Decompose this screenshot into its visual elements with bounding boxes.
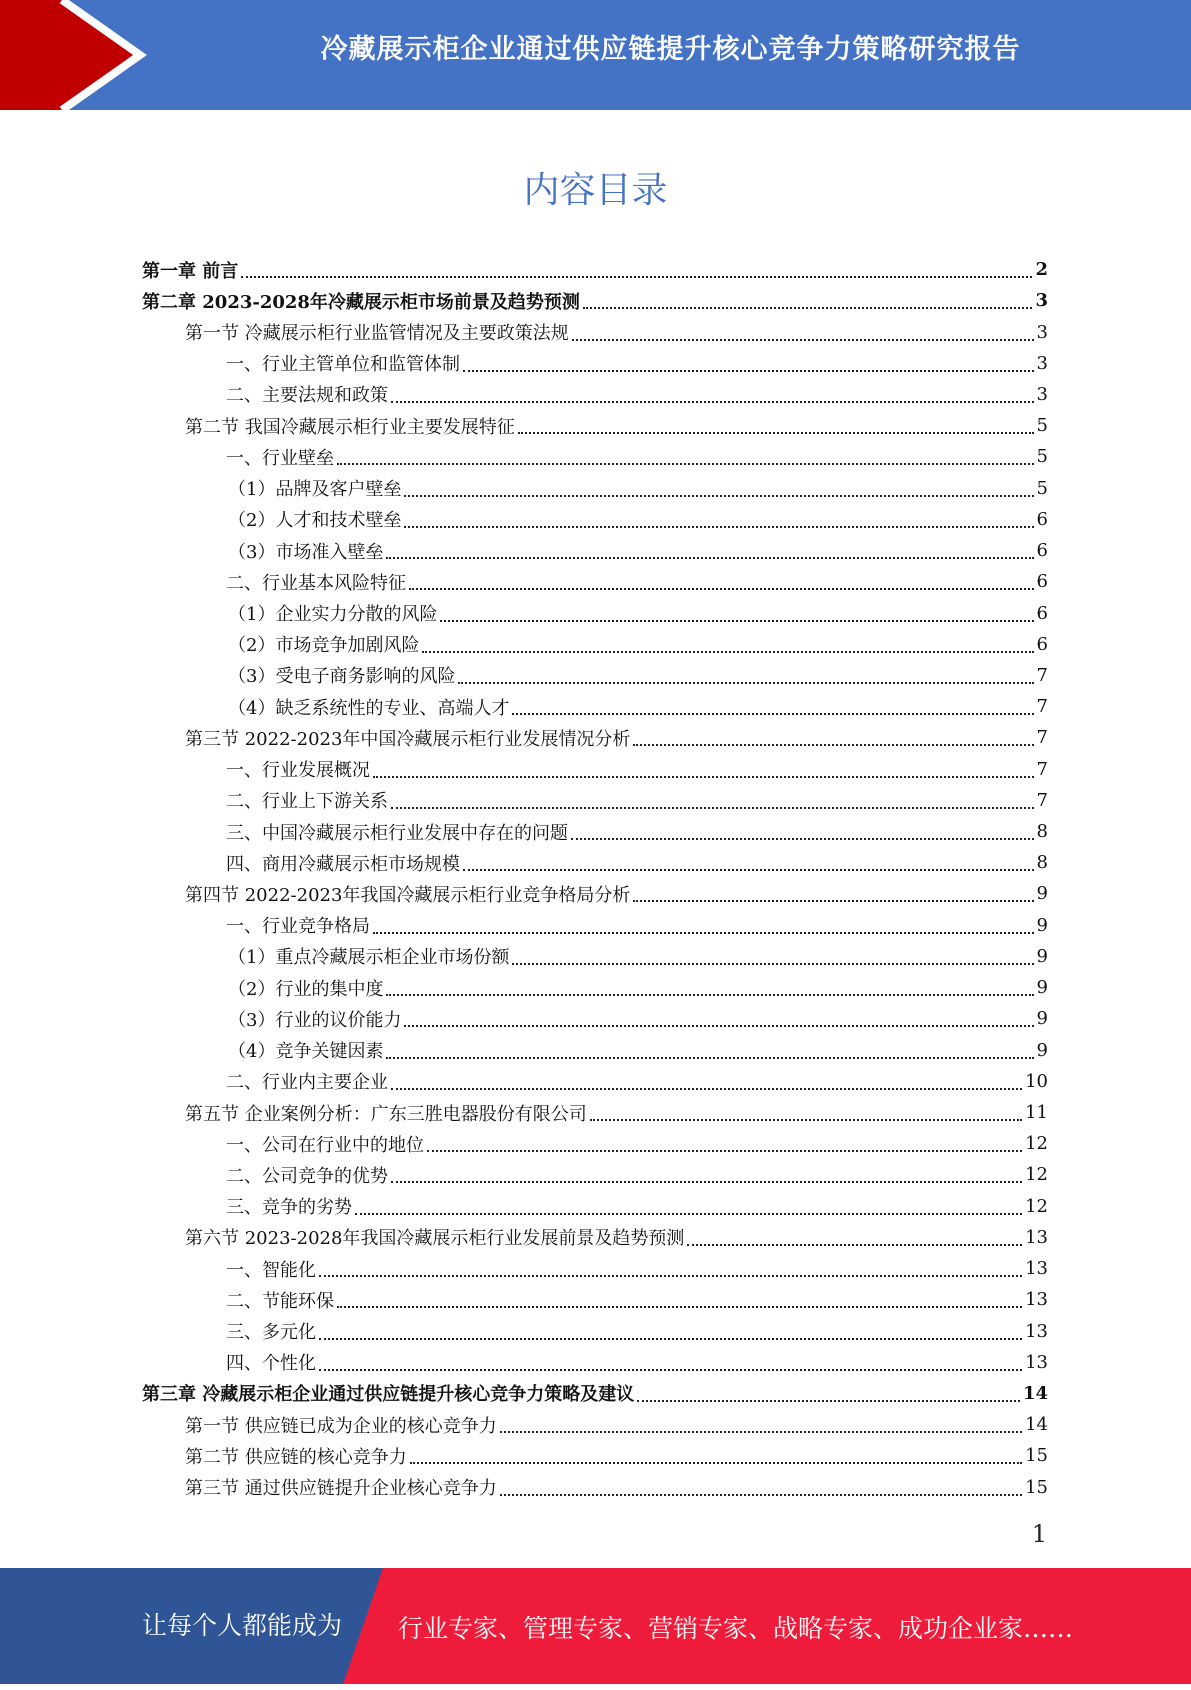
toc-entry-label: 第六节 2023-2028年我国冷藏展示柜行业发展前景及趋势预测 xyxy=(185,1228,685,1250)
toc-leader-dots xyxy=(319,1337,1022,1340)
toc-entry[interactable] xyxy=(142,441,1048,472)
toc-entry-label: 第一章 前言 xyxy=(142,260,239,282)
toc-entry-page: 9 xyxy=(1036,1039,1048,1061)
toc-leader-dots xyxy=(512,712,1033,715)
toc-entry-label: （2）市场竞争加剧风险 xyxy=(228,635,420,657)
toc-entry-page: 3 xyxy=(1036,383,1048,405)
toc-entry-page: 14 xyxy=(1022,1382,1048,1404)
toc-entry-page: 12 xyxy=(1025,1195,1048,1217)
toc-entry[interactable] xyxy=(142,972,1048,1003)
toc-entry-page: 7 xyxy=(1036,664,1048,686)
toc-entry-label: 一、公司在行业中的地位 xyxy=(226,1134,424,1156)
toc-leader-dots xyxy=(404,1024,1033,1027)
toc-entry[interactable] xyxy=(142,1128,1048,1159)
toc-entry-label: 一、行业竞争格局 xyxy=(226,916,370,938)
toc-entry-page: 5 xyxy=(1036,477,1048,499)
toc-leader-dots xyxy=(391,400,1034,403)
report-header xyxy=(0,0,1191,110)
toc-entry[interactable] xyxy=(142,504,1048,535)
toc-entry-label: 一、智能化 xyxy=(226,1259,316,1281)
toc-leader-dots xyxy=(410,1461,1022,1464)
toc-entry-page: 13 xyxy=(1025,1320,1048,1342)
toc-entry-label: （1）企业实力分散的风险 xyxy=(228,604,438,626)
toc-entry-page: 11 xyxy=(1025,1102,1048,1124)
toc-entry-page: 5 xyxy=(1036,446,1048,468)
toc-entry[interactable] xyxy=(142,816,1048,847)
toc-entry[interactable] xyxy=(142,1347,1048,1378)
toc-leader-dots xyxy=(583,306,1033,309)
toc-entry-page: 14 xyxy=(1025,1414,1048,1436)
toc-entry-page: 15 xyxy=(1025,1476,1048,1498)
toc-leader-dots xyxy=(386,993,1033,996)
toc-leader-dots xyxy=(373,931,1034,934)
toc-leader-dots xyxy=(512,962,1033,965)
toc-entry-label: 二、行业内主要企业 xyxy=(226,1072,388,1094)
toc-leader-dots xyxy=(687,1243,1022,1246)
toc-entry[interactable] xyxy=(142,410,1048,441)
toc-entry[interactable] xyxy=(142,1034,1048,1065)
toc-leader-dots xyxy=(319,1274,1022,1277)
toc-entry[interactable] xyxy=(142,910,1048,941)
toc-entry-label: 第三节 通过供应链提升企业核心竞争力 xyxy=(185,1478,497,1500)
toc-entry-label: 二、主要法规和政策 xyxy=(226,385,388,407)
toc-leader-dots xyxy=(440,619,1033,622)
toc-entry-page: 6 xyxy=(1036,602,1048,624)
header-arrow-icon xyxy=(0,0,160,110)
toc-entry-page: 3 xyxy=(1036,352,1048,374)
toc-entry-page: 7 xyxy=(1036,696,1048,718)
toc-entry-label: 第二节 我国冷藏展示柜行业主要发展特征 xyxy=(185,416,515,438)
toc-leader-dots xyxy=(633,899,1033,902)
toc-leader-dots xyxy=(355,1212,1022,1215)
toc-entry[interactable] xyxy=(142,1440,1048,1471)
toc-entry[interactable] xyxy=(142,878,1048,909)
toc-entry-label: （4）竞争关键因素 xyxy=(228,1041,384,1063)
toc-entry-label: 第四节 2022-2023年我国冷藏展示柜行业竞争格局分析 xyxy=(185,884,631,906)
toc-entry-page: 13 xyxy=(1025,1351,1048,1373)
toc-leader-dots xyxy=(391,806,1034,809)
toc-leader-dots xyxy=(391,1087,1022,1090)
toc-entry[interactable] xyxy=(142,1253,1048,1284)
toc-entry[interactable] xyxy=(142,1159,1048,1190)
toc-leader-dots xyxy=(409,587,1034,590)
toc-entry[interactable] xyxy=(142,1315,1048,1346)
toc-leader-dots xyxy=(633,743,1033,746)
toc-entry-label: 三、竞争的劣势 xyxy=(226,1197,352,1219)
toc-leader-dots xyxy=(458,681,1033,684)
toc-entry-label: 二、公司竞争的优势 xyxy=(226,1165,388,1187)
toc-entry-label: （2）人才和技术壁垒 xyxy=(228,510,402,532)
toc-entry-page: 6 xyxy=(1036,540,1048,562)
toc-entry-page: 3 xyxy=(1036,321,1048,343)
toc-entry[interactable] xyxy=(142,660,1048,691)
toc-entry-label: 第二节 供应链的核心竞争力 xyxy=(185,1446,407,1468)
toc-entry-page: 13 xyxy=(1025,1289,1048,1311)
toc-leader-dots xyxy=(373,775,1034,778)
toc-entry-label: 第三章 冷藏展示柜企业通过供应链提升核心竞争力策略及建议 xyxy=(142,1384,635,1406)
toc-entry[interactable] xyxy=(142,1378,1048,1409)
toc-entry-label: （3）行业的议价能力 xyxy=(228,1009,402,1031)
toc-entry-label: 第五节 企业案例分析：广东三胜电器股份有限公司 xyxy=(185,1103,587,1125)
toc-entry-label: 二、行业基本风险特征 xyxy=(226,572,406,594)
table-of-contents xyxy=(142,254,1048,1503)
toc-entry-page: 12 xyxy=(1025,1164,1048,1186)
toc-leader-dots xyxy=(463,369,1034,372)
toc-entry-page: 13 xyxy=(1025,1226,1048,1248)
toc-entry-page: 3 xyxy=(1035,290,1048,312)
toc-leader-dots xyxy=(337,462,1034,465)
toc-entry-label: 第一节 冷藏展示柜行业监管情况及主要政策法规 xyxy=(185,323,569,345)
toc-entry[interactable] xyxy=(142,941,1048,972)
toc-entry[interactable] xyxy=(142,348,1048,379)
toc-entry[interactable] xyxy=(142,285,1048,316)
toc-leader-dots xyxy=(391,1180,1022,1183)
toc-entry-page: 12 xyxy=(1025,1133,1048,1155)
toc-leader-dots xyxy=(241,275,1032,278)
footer-slogan-left: 让每个人都能成为 xyxy=(142,1611,343,1640)
toc-entry[interactable] xyxy=(142,847,1048,878)
toc-leader-dots xyxy=(422,650,1033,653)
toc-entry-page: 15 xyxy=(1025,1445,1048,1467)
toc-entry-page: 2 xyxy=(1035,259,1048,281)
toc-leader-dots xyxy=(500,1493,1022,1496)
toc-entry-page: 9 xyxy=(1036,883,1048,905)
toc-entry[interactable] xyxy=(142,1097,1048,1128)
toc-leader-dots xyxy=(637,1399,1020,1402)
toc-entry[interactable] xyxy=(142,535,1048,566)
toc-entry[interactable] xyxy=(142,629,1048,660)
toc-entry[interactable] xyxy=(142,754,1048,785)
toc-leader-dots xyxy=(386,1056,1033,1059)
toc-leader-dots xyxy=(590,1118,1022,1121)
toc-leader-dots xyxy=(404,525,1033,528)
footer-slogan-right: 行业专家、管理专家、营销专家、战略专家、成功企业家…… xyxy=(398,1614,1074,1643)
toc-entry-label: 四、商用冷藏展示柜市场规模 xyxy=(226,853,460,875)
toc-entry-label: 三、中国冷藏展示柜行业发展中存在的问题 xyxy=(226,822,568,844)
toc-entry-page: 8 xyxy=(1036,821,1048,843)
toc-leader-dots xyxy=(337,1305,1022,1308)
toc-entry[interactable] xyxy=(142,1472,1048,1503)
toc-leader-dots xyxy=(404,494,1033,497)
toc-leader-dots xyxy=(427,1149,1022,1152)
toc-entry-page: 5 xyxy=(1036,415,1048,437)
toc-entry-label: 第三节 2022-2023年中国冷藏展示柜行业发展情况分析 xyxy=(185,728,631,750)
report-title: 冷藏展示柜企业通过供应链提升核心竞争力策略研究报告 xyxy=(320,34,1021,65)
toc-entry-label: 四、个性化 xyxy=(226,1353,316,1375)
toc-entry[interactable] xyxy=(142,566,1048,597)
toc-entry-page: 9 xyxy=(1036,1008,1048,1030)
toc-leader-dots xyxy=(386,556,1033,559)
toc-entry-page: 7 xyxy=(1036,727,1048,749)
toc-entry-label: 二、节能环保 xyxy=(226,1290,334,1312)
toc-leader-dots xyxy=(319,1368,1022,1371)
toc-entry[interactable] xyxy=(142,1066,1048,1097)
toc-entry-label: （1）品牌及客户壁垒 xyxy=(228,479,402,501)
toc-entry-label: （3）受电子商务影响的风险 xyxy=(228,666,456,688)
toc-entry[interactable] xyxy=(142,316,1048,347)
toc-entry-page: 13 xyxy=(1025,1258,1048,1280)
toc-entry-label: 一、行业壁垒 xyxy=(226,447,334,469)
toc-leader-dots xyxy=(500,1430,1022,1433)
toc-heading: 内容目录 xyxy=(523,170,668,211)
toc-entry[interactable] xyxy=(142,379,1048,410)
toc-entry[interactable] xyxy=(142,473,1048,504)
toc-leader-dots xyxy=(463,868,1034,871)
toc-leader-dots xyxy=(571,837,1034,840)
toc-entry-label: （2）行业的集中度 xyxy=(228,978,384,1000)
toc-leader-dots xyxy=(518,431,1034,434)
toc-entry-page: 7 xyxy=(1036,758,1048,780)
toc-entry-label: 一、行业发展概况 xyxy=(226,760,370,782)
toc-entry[interactable] xyxy=(142,1003,1048,1034)
toc-entry-label: （1）重点冷藏展示柜企业市场份额 xyxy=(228,947,510,969)
toc-entry[interactable] xyxy=(142,597,1048,628)
toc-entry-page: 6 xyxy=(1036,571,1048,593)
toc-entry-page: 6 xyxy=(1036,633,1048,655)
page-number: 1 xyxy=(1031,1520,1047,1548)
toc-entry[interactable] xyxy=(142,1284,1048,1315)
report-footer xyxy=(0,1568,1191,1684)
toc-entry-page: 9 xyxy=(1036,914,1048,936)
toc-entry-page: 9 xyxy=(1036,977,1048,999)
toc-entry-page: 8 xyxy=(1036,852,1048,874)
toc-entry[interactable] xyxy=(142,785,1048,816)
toc-entry-label: 第一节 供应链已成为企业的核心竞争力 xyxy=(185,1415,497,1437)
toc-entry-label: （4）缺乏系统性的专业、高端人才 xyxy=(228,697,510,719)
toc-entry-page: 9 xyxy=(1036,945,1048,967)
toc-entry[interactable] xyxy=(142,722,1048,753)
toc-entry-label: 一、行业主管单位和监管体制 xyxy=(226,354,460,376)
toc-entry-label: （3）市场准入壁垒 xyxy=(228,541,384,563)
toc-leader-dots xyxy=(572,338,1034,341)
toc-entry[interactable] xyxy=(142,1409,1048,1440)
toc-entry-label: 三、多元化 xyxy=(226,1322,316,1344)
toc-entry-page: 10 xyxy=(1025,1070,1048,1092)
toc-entry[interactable] xyxy=(142,691,1048,722)
toc-entry-label: 第二章 2023-2028年冷藏展示柜市场前景及趋势预测 xyxy=(142,291,580,313)
toc-entry-page: 6 xyxy=(1036,508,1048,530)
toc-entry[interactable] xyxy=(142,1222,1048,1253)
toc-entry[interactable] xyxy=(142,1191,1048,1222)
toc-entry-label: 二、行业上下游关系 xyxy=(226,791,388,813)
toc-entry[interactable] xyxy=(142,254,1048,285)
toc-entry-page: 7 xyxy=(1036,789,1048,811)
